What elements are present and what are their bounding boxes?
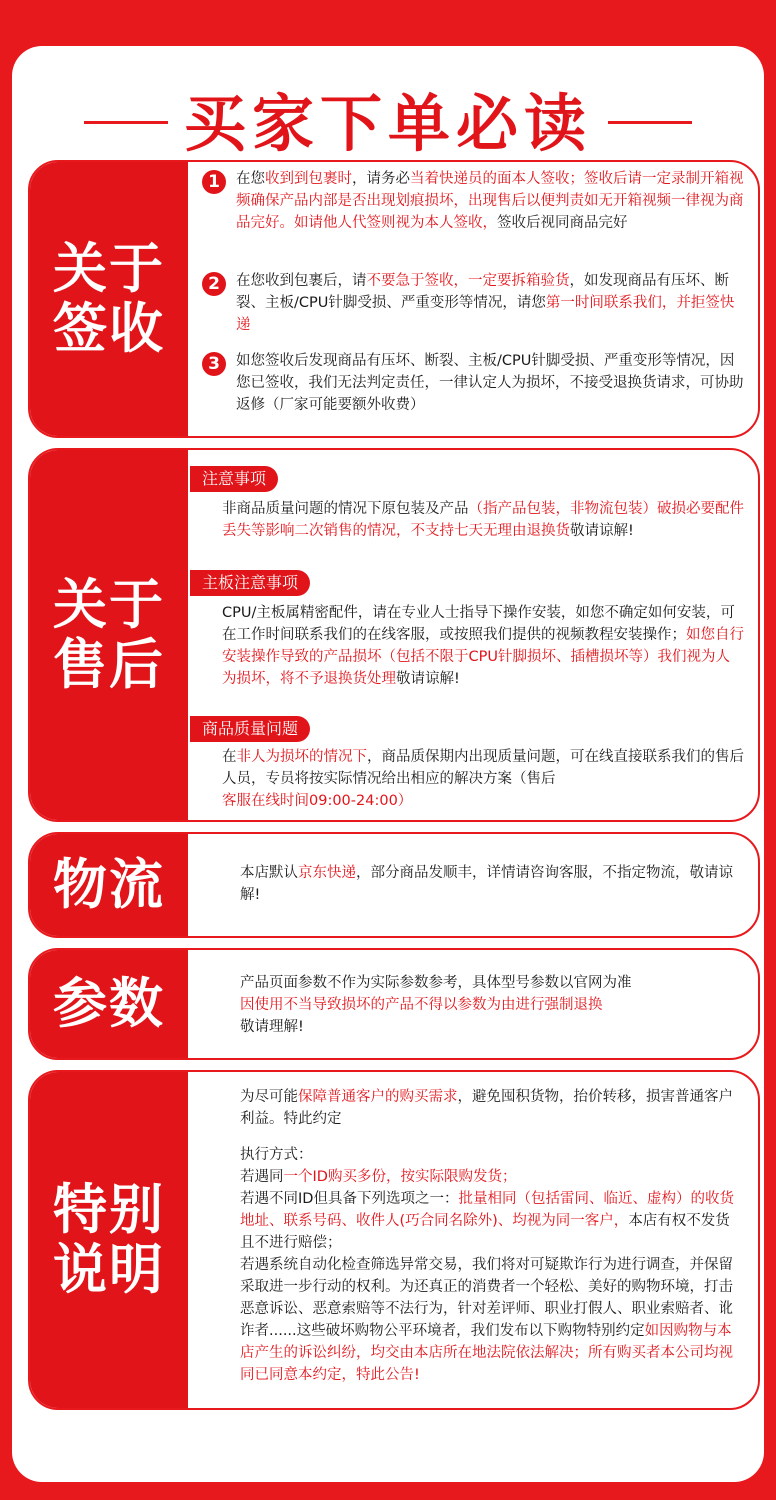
highlight-text: 京东快递 [298, 865, 356, 881]
number-badge-1: 1 [202, 170, 226, 194]
tag-notice: 注意事项 [190, 466, 278, 492]
body-text: ，部分商品发顺丰，详情请咨询客服，不指定物流，敬请谅解! [240, 865, 733, 903]
logistics-text [240, 862, 744, 906]
highlight-text: 非人为损坏的情况下 [236, 749, 367, 765]
body-text: ，商品质保期内出现质量问题，可在线直接联系我们的售后人员，专员将按实际情况给出相应的解决方案（售后 [222, 749, 744, 787]
highlight-text: 第一时间联系我们，并拒签快递 [236, 295, 735, 333]
mainboard-text [222, 602, 744, 690]
special-method-label: 执行方式： [240, 1147, 313, 1163]
notice-text [222, 498, 744, 542]
highlight-text: 收到到包裹时 [265, 171, 352, 187]
body-text: 为尽可能 [240, 1089, 298, 1105]
body-line: 产品页面参数不作为实际参数参考，具体型号参数以官网为准 [240, 975, 632, 991]
params-text [240, 972, 744, 1038]
highlight-text: 一个ID购买多份，按实际限购发货； [283, 1169, 517, 1185]
body-text: 本店有权不发货且不进行赔偿； [240, 1213, 730, 1251]
highlight-text: 批量相同（包括雷同、临近、虚构）的收货地址、联系号码、收件人(巧合同名除外)、均视为同一客户， [240, 1191, 734, 1229]
highlight-text: 不要急于签收，一定要拆箱验货 [366, 273, 570, 289]
highlight-text: 客服在线时间09:00-24:00） [222, 793, 413, 809]
card-special-heading: 特别 说明 [53, 1178, 165, 1301]
tag-quality: 商品质量问题 [190, 716, 310, 742]
body-text: 在 [222, 749, 237, 765]
card-aftersale [28, 448, 760, 822]
card-logistics-heading: 物流 [53, 853, 165, 916]
body-text: 若遇同 [240, 1169, 284, 1185]
highlight-text: 如您自行安装操作导致的产品损坏（包括不限于CPU针脚损坏、插槽损坏等）我们视为人为损坏，将不予退换货处理 [222, 627, 744, 687]
body-text: 若遇系统自动化检查筛选异常交易，我们将对可疑欺诈行为进行调查，并保留采取进一步行动的权利。为还真正的消费者一个轻松、美好的购物环境，打击恶意诉讼、恶意索赔等不法行为，针对差评师、职业打假人、职业索赔者、讹诈者......这些破坏购物公平环境者，我们发布以下购物特别约定 [240, 1257, 733, 1339]
special-rule [240, 1188, 744, 1254]
quality-text [222, 746, 744, 812]
body-text: 非商品质量问题的情况下原包装及产品 [222, 501, 469, 517]
card-special [28, 1070, 760, 1410]
body-text: ，避免囤积货物，抬价转移，损害普通客户利益。特此约定 [240, 1089, 733, 1127]
body-text: 签收后视同商品完好 [497, 215, 628, 231]
sign-item-3-text [236, 350, 744, 416]
card-params [28, 948, 760, 1060]
body-text: 敬请谅解! [570, 523, 634, 539]
body-text: CPU/主板属精密配件，请在专业人士指导下操作安装，如您不确定如何安装，可在工作时间联系我们的在线客服，或按照我们提供的视频教程安装操作； [222, 605, 735, 643]
card-special-body [240, 1086, 744, 1386]
body-text: 本店默认 [240, 865, 298, 881]
card-logistics-side [30, 834, 188, 936]
page-header [0, 84, 776, 164]
title-right-line [608, 121, 692, 124]
card-sign-heading: 关于 签收 [53, 237, 165, 360]
tag-mainboard: 主板注意事项 [190, 570, 310, 596]
special-rule [240, 1254, 744, 1386]
card-params-side [30, 950, 188, 1058]
special-rules [240, 1166, 744, 1386]
body-text: 如您签收后发现商品有压坏、断裂、主板/CPU针脚受损、严重变形等情况，因您已签收，我们无法判定责任，一律认定人为损坏，不接受退换货请求，可协助返修（厂家可能要额外收费） [236, 353, 744, 413]
highlight-text: 如因购物与本店产生的诉讼纠纷，均交由本店所在地法院依法解决；所有购买者本公司均视同已同意本约定，特此公告! [240, 1323, 733, 1383]
special-rule [240, 1166, 744, 1188]
number-badge-3: 3 [202, 352, 226, 376]
special-intro [240, 1086, 744, 1130]
highlight-line: 因使用不当导致损坏的产品不得以参数为由进行强制退换 [240, 997, 603, 1013]
card-sign [28, 160, 760, 438]
card-logistics [28, 832, 760, 938]
card-sign-side [30, 162, 188, 436]
highlight-text: 当着快递员的面本人签收 [410, 171, 570, 187]
body-text: 在您收到包裹后，请 [236, 273, 367, 289]
card-special-side [30, 1072, 188, 1408]
body-line: 敬请理解! [240, 1019, 304, 1035]
card-params-heading: 参数 [53, 972, 165, 1035]
body-text: ，请务必 [352, 171, 410, 187]
body-text: 在您 [236, 171, 265, 187]
card-aftersale-side [30, 450, 188, 820]
body-text: 若遇不同ID但具备下列选项之一： [240, 1191, 459, 1207]
body-text: 敬请谅解! [396, 671, 460, 687]
highlight-text: （指产品包装，非物流包装）破损必要配件丢失等影响二次销售的情况，不支持七天无理由退换货 [222, 501, 744, 539]
highlight-text: 保障普通客户的购买需求 [298, 1089, 458, 1105]
body-text: ，如发现商品有压坏、断裂、主板/CPU针脚受损、严重变形等情况，请您 [236, 273, 729, 311]
sign-item-1-text [236, 168, 744, 234]
page-title: 买家下单必读 [183, 87, 592, 160]
number-badge-2: 2 [202, 272, 226, 296]
card-aftersale-heading: 关于 售后 [53, 573, 165, 696]
sign-item-2-text [236, 270, 744, 336]
highlight-text: ；签收后请一定录制开箱视频确保产品内部是否出现划痕损坏，出现售后以便判责如无开箱视频一律视为商品完好。如请他人代签则视为本人签收， [236, 171, 744, 231]
